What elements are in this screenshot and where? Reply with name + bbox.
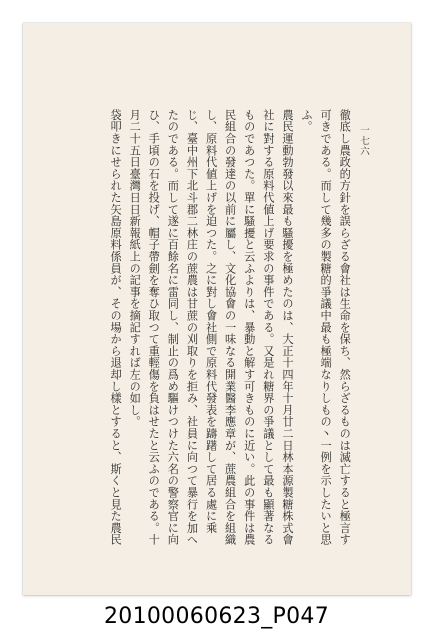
body-text bbox=[107, 109, 354, 553]
document-page bbox=[23, 23, 411, 595]
paragraph: 徹底し農政的方針を誤らざる會社は生命を保ち、然らざるものは滅亡すると極言す可きである。而して幾多の製糖的爭議中最も極端なりしもの丶一例を示したいと思ふ。 bbox=[300, 109, 352, 546]
paragraph: 袋叩きにせられた矢島原料係員が、その場から退却し樣とすると、斯くと見た農民 bbox=[109, 109, 123, 546]
paragraph: 農民運動勃發以來最も騷擾を極めたのは、大正十四年十月廿二日林本源製糖株式會社に對する原料代値上げ要求の事件である。又是れ糖界の爭議として最も顯著なるものであつた。單に騷擾と云ふよりは、暴動と解す可きものに近い。此の事件は農民組合の發達の以前に屬し、文化協會の一味なる開業醫李應章が、蔗農組合を組織し、原料代値上げを迫つた。之に對し會社側で原料代發表を躊躇して居る處に乘じ、臺中州下北斗郡二林庄の蔗農は甘蔗の刈取りを拒み、社員に向つて暴行を加へたのである。而して遂に百餘名に雷同し、制止の爲め驅けつけた六名の警察官に向ひ、手頃の石を投げ、帽子帶劍を奪ひ取つて重輕傷を負はせたと云ふのである。十月二十五日臺灣日日新報紙上の記事を摘記すれば左の如し。 bbox=[128, 109, 294, 546]
body-text-block bbox=[107, 109, 354, 553]
image-caption: 20100060623_P047 bbox=[103, 604, 330, 629]
page-number: 一七六 bbox=[358, 125, 369, 157]
